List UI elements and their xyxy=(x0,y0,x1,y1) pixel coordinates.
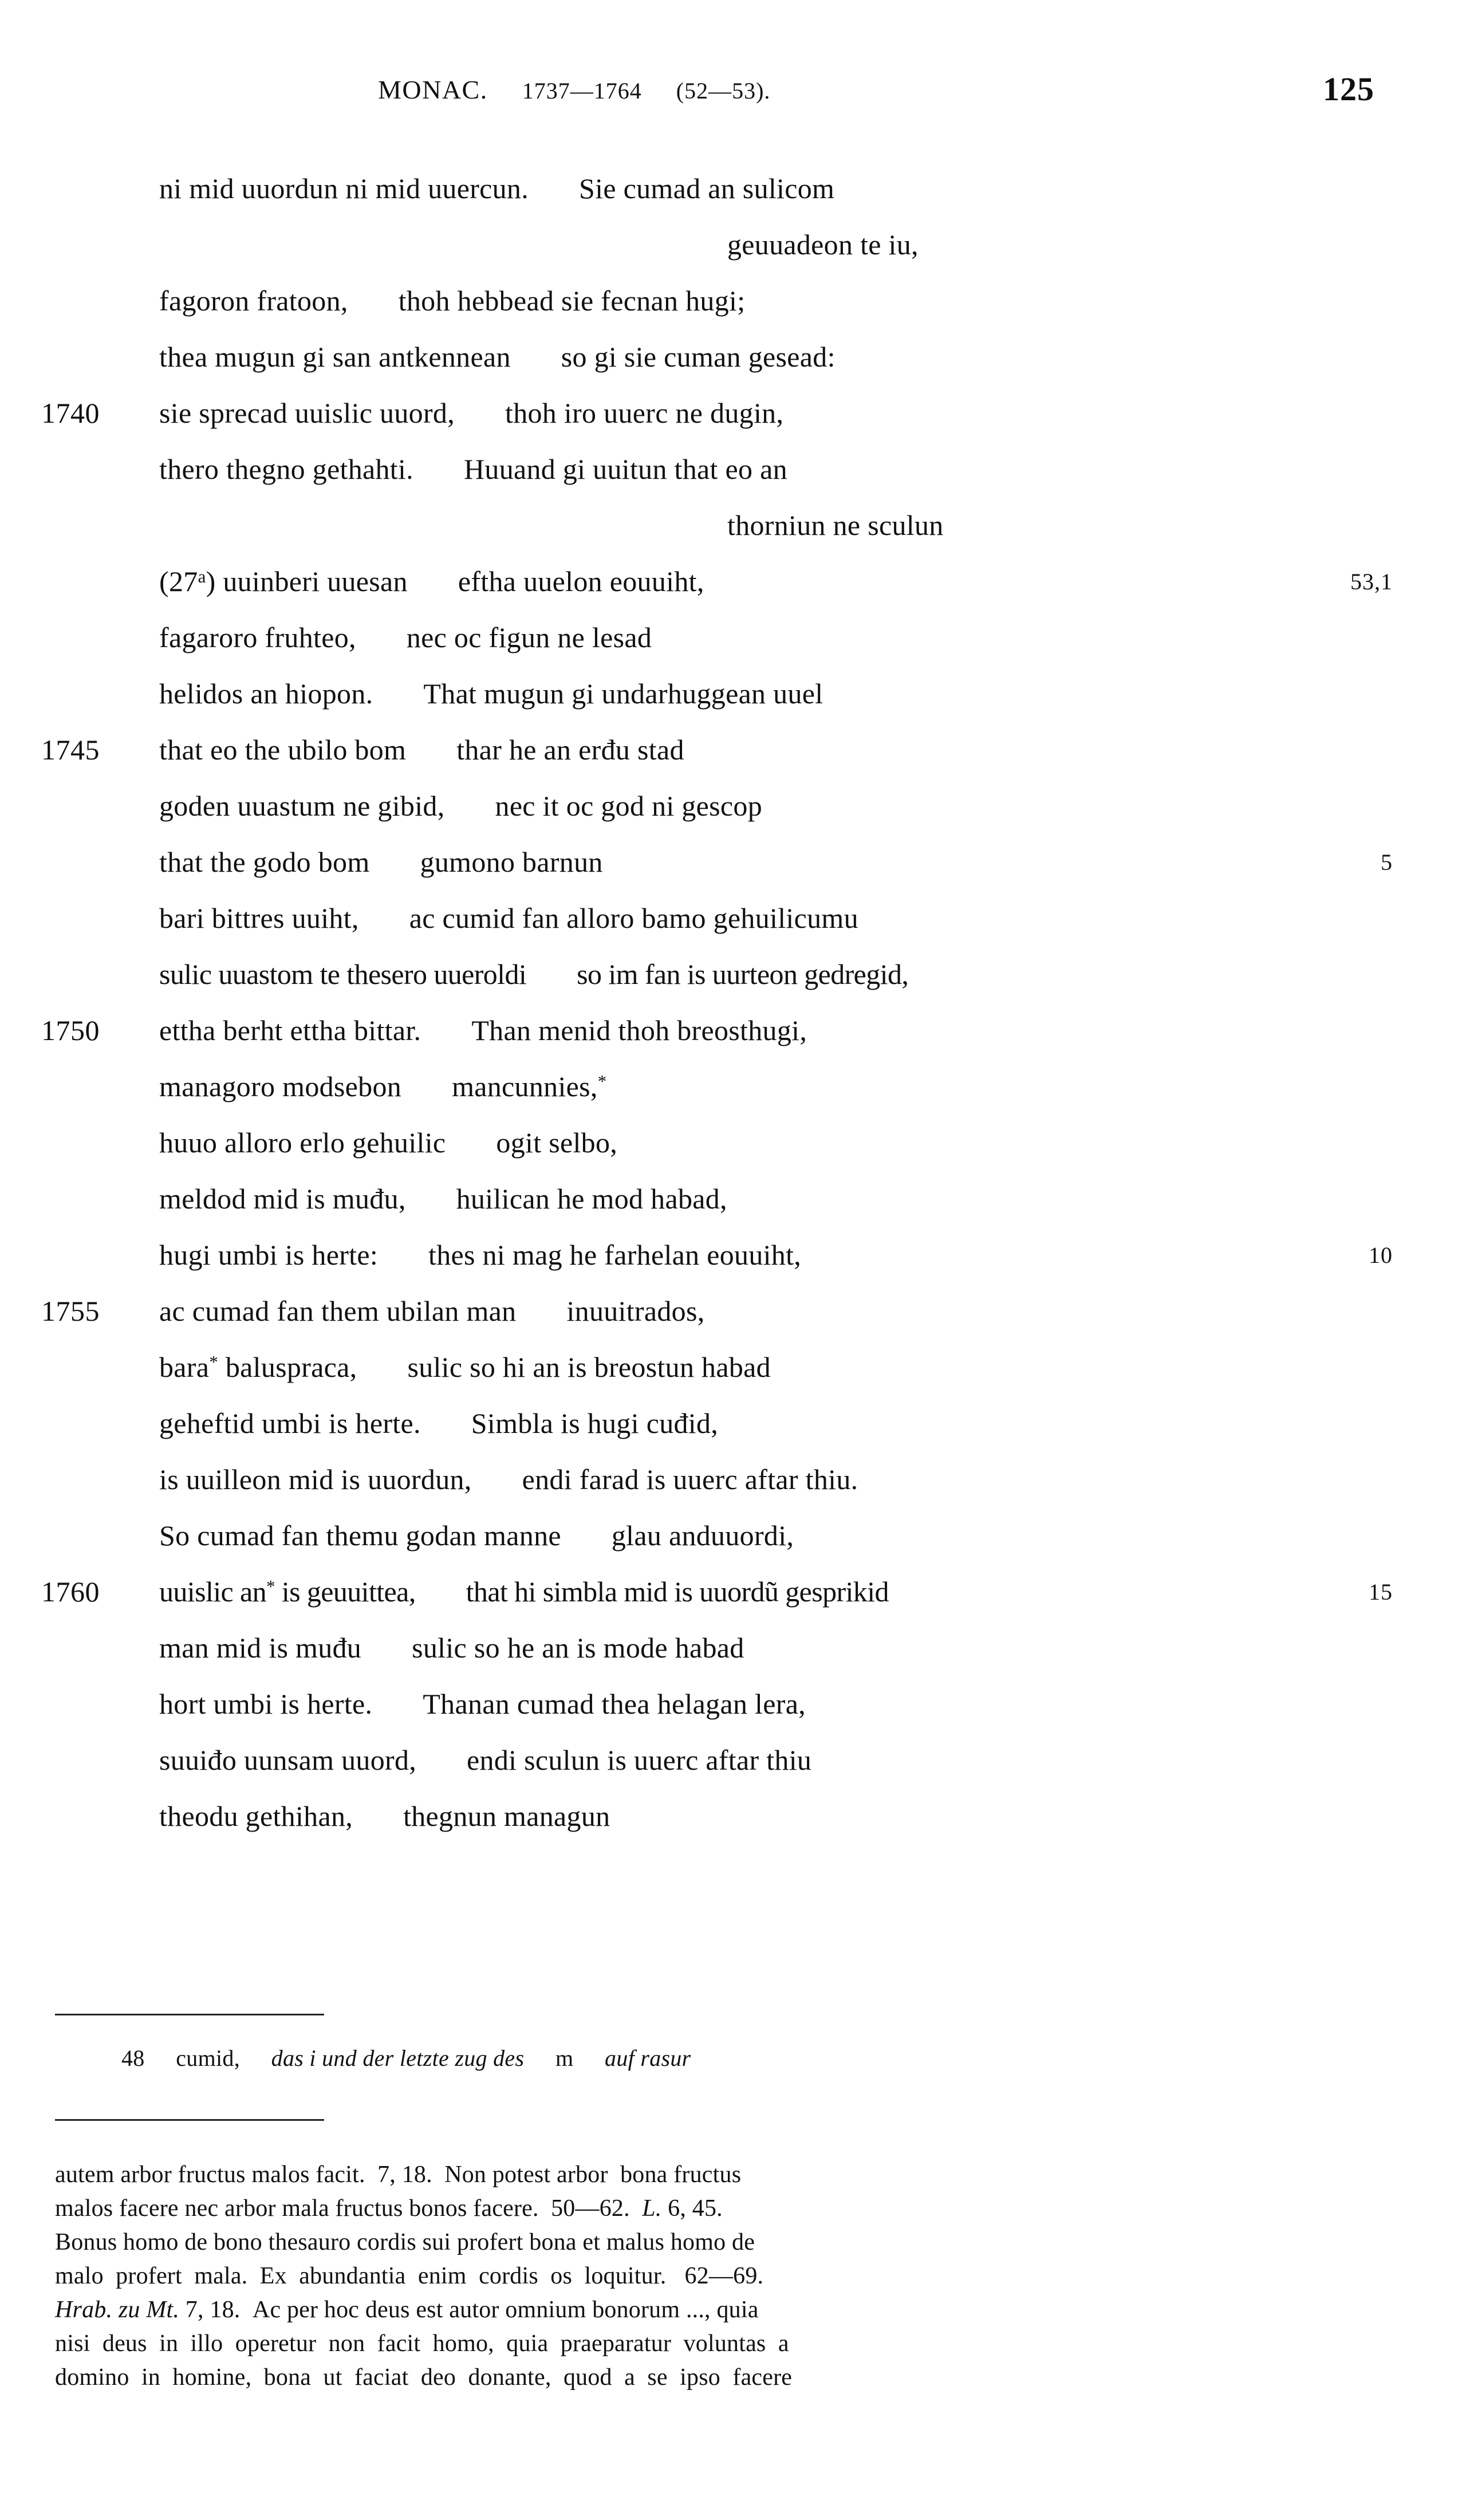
verse-line xyxy=(0,1631,1466,1687)
verse-text: ni mid uuordun ni mid uuercun. Sie cumad an sulicom xyxy=(159,172,835,204)
latin-source-apparatus xyxy=(55,2158,1395,2395)
verse-line xyxy=(0,1743,1466,1800)
verse-line xyxy=(0,621,1466,677)
verse-text: thero thegno gethahti. Huuand gi uuitun that eo an xyxy=(159,453,787,485)
verse-line xyxy=(0,1126,1466,1182)
verse-line xyxy=(0,1014,1466,1070)
page-number: 125 xyxy=(1323,70,1374,108)
verse-line-number: 1760 xyxy=(41,1576,100,1608)
verse-text: uuislic an* is geuuittea, that hi simbla mid is uuordũ gesprikid xyxy=(159,1576,889,1608)
verse-line xyxy=(0,452,1466,509)
verse-text: thea mugun gi san antkennean so gi sie cuman gesead: xyxy=(159,341,836,373)
verse-text: hugi umbi is herte: thes ni mag he farhelan eouuiht, xyxy=(159,1239,802,1271)
verse-line xyxy=(0,1070,1466,1126)
verse-text: bari bittres uuiht, ac cumid fan alloro bamo gehuilicumu xyxy=(159,902,858,934)
verse-line-number: 1745 xyxy=(41,734,100,766)
running-head-line-range: 1737—1764 xyxy=(522,78,642,104)
verse-text: fagoron fratoon, thoh hebbead sie fecnan hugi; xyxy=(159,285,746,317)
verse-line xyxy=(0,845,1466,901)
verse-line xyxy=(0,396,1466,452)
verse-line xyxy=(0,509,1466,565)
verse-line xyxy=(0,1463,1466,1519)
verse-line xyxy=(0,733,1466,789)
apparatus-line: nisi deus in illo operetur non facit homo, quia praeparatur voluntas a xyxy=(55,2330,789,2357)
verse-line xyxy=(0,228,1466,284)
verse-text: huuo alloro erlo gehuilic ogit selbo, xyxy=(159,1127,618,1159)
verse-text: hort umbi is herte. Thanan cumad thea helagan lera, xyxy=(159,1688,806,1720)
footnote-variant-apparatus xyxy=(121,2045,691,2072)
apparatus-line: domino in homine, bona ut faciat deo donante, quod a se ipso facere xyxy=(55,2364,793,2391)
verse-line xyxy=(0,789,1466,845)
verse-line xyxy=(0,677,1466,733)
footnote-comment-2: auf rasur xyxy=(605,2045,691,2071)
verse-text: ac cumad fan them ubilan man inuuitrados, xyxy=(159,1295,705,1327)
verse-line xyxy=(0,1182,1466,1238)
verse-text: geuuadeon te iu, xyxy=(727,229,919,261)
apparatus-line: Hrab. zu Mt. 7, 18. Ac per hoc deus est autor omnium bonorum ..., quia xyxy=(55,2297,759,2323)
verse-line xyxy=(0,1687,1466,1743)
verse-text: that eo the ubilo bom thar he an erđu stad xyxy=(159,734,684,766)
verse-text: sie sprecad uuislic uuord, thoh iro uuerc ne dugin, xyxy=(159,397,784,429)
footnote-roman-m: m xyxy=(555,2045,574,2071)
verse-block xyxy=(0,172,1466,1856)
verse-text: man mid is muđu sulic so he an is mode habad xyxy=(159,1632,744,1664)
verse-text: geheftid umbi is herte. Simbla is hugi cuđid, xyxy=(159,1407,719,1439)
verse-text: meldod mid is muđu, huilican he mod habad, xyxy=(159,1183,727,1215)
apparatus-line: malos facere nec arbor mala fructus bonos facere. 50—62. L. 6, 45. xyxy=(55,2195,723,2222)
verse-line xyxy=(0,340,1466,396)
verse-line xyxy=(0,901,1466,958)
verse-text: theodu gethihan, thegnun managun xyxy=(159,1800,610,1832)
margin-reference: 15 xyxy=(1369,1579,1393,1605)
apparatus-line: malo profert mala. Ex abundantia enim cordis os loquitur. 62—69. xyxy=(55,2263,764,2289)
verse-line-number: 1740 xyxy=(41,397,100,429)
apparatus-line: autem arbor fructus malos facit. 7, 18. Non potest arbor bona fructus xyxy=(55,2161,742,2188)
verse-line xyxy=(0,1575,1466,1631)
footnote-rule-top xyxy=(55,2014,324,2015)
running-head-section-range: (52—53). xyxy=(676,78,771,104)
verse-line xyxy=(0,172,1466,228)
verse-text: fagaroro fruhteo, nec oc figun ne lesad xyxy=(159,621,652,653)
apparatus-line: Bonus homo de bono thesauro cordis sui profert bona et malus homo de xyxy=(55,2229,755,2255)
verse-text: bara* baluspraca, sulic so hi an is breostun habad xyxy=(159,1351,771,1383)
verse-line-number: 1750 xyxy=(41,1014,100,1046)
verse-line xyxy=(0,565,1466,621)
verse-text: suuiđo uunsam uuord, endi sculun is uuerc aftar thiu xyxy=(159,1744,812,1776)
verse-line xyxy=(0,284,1466,340)
verse-text: is uuilleon mid is uuordun, endi farad is uuerc aftar thiu. xyxy=(159,1463,858,1495)
verse-text: So cumad fan themu godan manne glau anduuordi, xyxy=(159,1519,794,1552)
verse-line xyxy=(0,1238,1466,1294)
verse-text: helidos an hiopon. That mugun gi undarhuggean uuel xyxy=(159,678,823,710)
running-head xyxy=(0,70,1466,115)
verse-line xyxy=(0,1800,1466,1856)
verse-text: managoro modsebon mancunnies,* xyxy=(159,1070,607,1102)
verse-text: goden uuastum ne gibid, nec it oc god ni gescop xyxy=(159,790,763,822)
verse-text: sulic uuastom te thesero uueroldi so im fan is uurteon gedregid, xyxy=(159,958,909,990)
running-head-siglum: MONAC. xyxy=(378,75,488,104)
footnote-comment-1: das i und der letzte zug des xyxy=(271,2045,525,2071)
margin-reference: 10 xyxy=(1369,1242,1393,1268)
margin-reference: 5 xyxy=(1381,849,1393,875)
verse-line xyxy=(0,1294,1466,1350)
verse-text: that the godo bom gumono barnun xyxy=(159,846,603,878)
verse-line xyxy=(0,958,1466,1014)
verse-text: thorniun ne sculun xyxy=(727,509,944,541)
verse-line xyxy=(0,1519,1466,1575)
footnote-line-ref: 48 xyxy=(121,2045,145,2071)
margin-reference: 53,1 xyxy=(1350,569,1393,594)
verse-text: (27$^a$) uuinberi uuesan eftha uuelon eouuiht, xyxy=(159,565,704,597)
running-head-title xyxy=(378,74,770,105)
footnote-rule-bottom xyxy=(55,2119,324,2121)
footnote-lemma: cumid, xyxy=(176,2045,241,2071)
verse-line-number: 1755 xyxy=(41,1295,100,1327)
verse-line xyxy=(0,1350,1466,1407)
verse-line xyxy=(0,1407,1466,1463)
verse-text: ettha berht ettha bittar. Than menid thoh breosthugi, xyxy=(159,1014,807,1046)
